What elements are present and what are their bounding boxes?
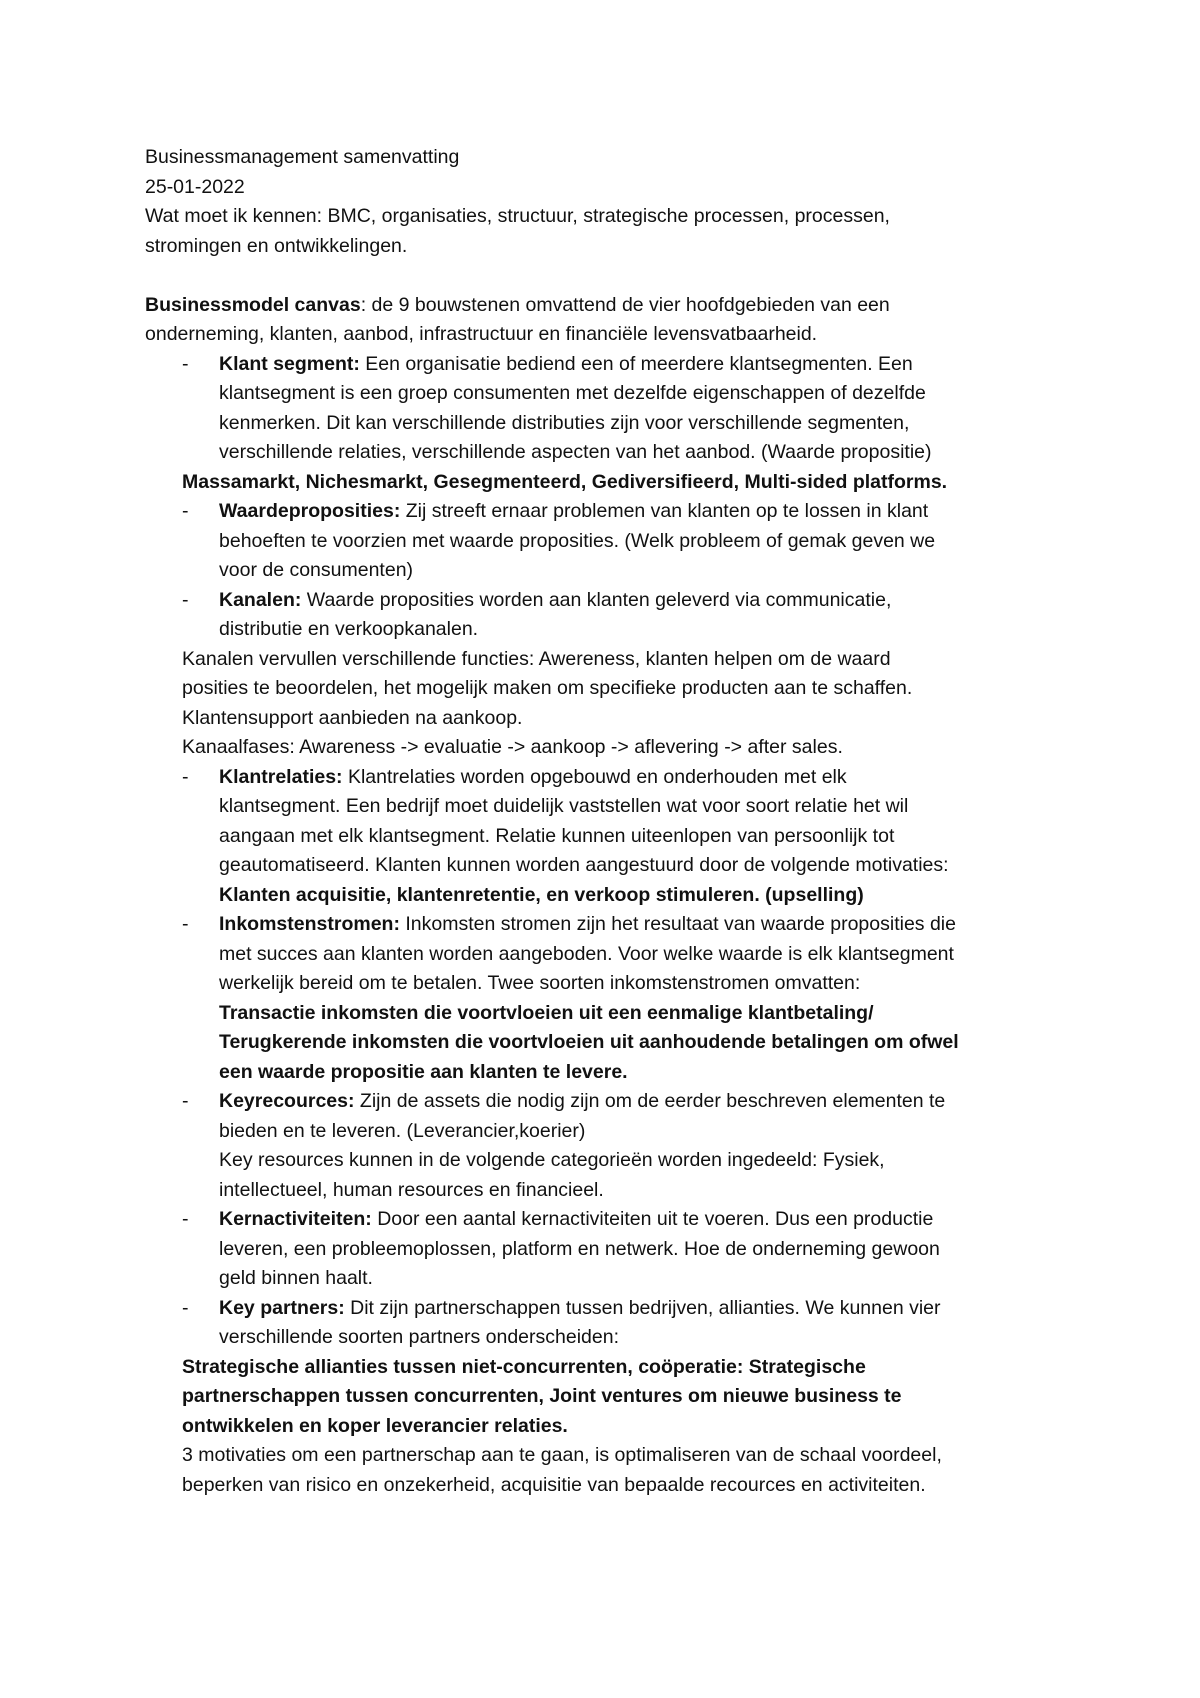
kanaalfases: Kanaalfases: Awareness -> evaluatie -> aankoop -> aflevering -> after sales.: [182, 736, 843, 758]
bullet-label: Klant segment:: [219, 352, 360, 375]
bullet-waardeproposities: - Waardeproposities: Zij streeft ernaar problemen van klanten op te lossen in klant behoeften te voorzien met waarde proposities. (Welk probleem of gemak geven we voor de consumenten): [145, 497, 1065, 586]
bullet-dash: -: [182, 1296, 189, 1319]
kanalen-functies: Kanalen vervullen verschillende functies: Awereness, klanten helpen om de waard: [182, 647, 891, 670]
bullet-label: Waardeproposities:: [219, 500, 401, 522]
blank-line: [145, 261, 1065, 291]
partner-motivaties: 3 motivaties om een partnerschap aan te gaan, is optimaliseren van de schaal voordeel,: [182, 1444, 942, 1466]
bullet-klant-segment: - Klant segment: Een organisatie bediend een of meerdere klantsegmenten. Een klantsegment is een groep consumenten met dezelfde eigenschappen of dezelfde kenmerken. Dit kan verschillende distributies zijn voor verschillende segmenten, verschillende relaties, verschillende aspecten van het aanbod. (Waarde propositie): [145, 350, 1065, 468]
bmc-definition: Businessmodel canvas: de 9 bouwstenen omvattend de vier hoofdgebieden van een: [145, 293, 890, 316]
partner-types: Strategische allianties tussen niet-concurrenten, coöperatie: Strategische: [182, 1355, 866, 1378]
bmc-definition-cont: onderneming, klanten, aanbod, infrastructuur en financiële levensvatbaarheid.: [145, 323, 818, 345]
bullet-label: Key partners:: [219, 1296, 345, 1319]
intro-line-2: stromingen en ontwikkelingen.: [145, 234, 408, 257]
bullet-label: Inkomstenstromen:: [219, 913, 400, 935]
bullet-dash: -: [182, 500, 189, 522]
bullet-label: Klantrelaties:: [219, 765, 343, 788]
bullet-inkomstenstromen: - Inkomstenstromen: Inkomsten stromen zijn het resultaat van waarde proposities die met succes aan klanten worden aangeboden. Voor welke waarde is elk klantsegment werkelijk bereid om te betalen. Twee soorten inkomstenstromen omvatten: Transactie inkomsten die voortvloeien uit een eenmalige klantbetaling/ Terugkerende inkomsten die voortvloeien uit aanhoudende betalingen om ofwel een waarde propositie aan klanten te levere.: [145, 910, 1065, 1087]
bullet-dash: -: [182, 588, 189, 611]
bullet-keyrecources: - Keyrecources: Zijn de assets die nodig zijn om de eerder beschreven elementen te bieden en te leveren. (Leverancier,koerier) Key resources kunnen in de volgende categorieën worden ingedeeld: Fysiek, intellectueel, human resources en financieel.: [145, 1087, 1065, 1205]
bullet-dash: -: [182, 352, 189, 375]
bullet-dash: -: [182, 765, 189, 788]
bullet-klantrelaties: - Klantrelaties: Klantrelaties worden opgebouwd en onderhouden met elk klantsegment. Een bedrijf moet duidelijk vaststellen wat voor soort relatie het wil aangaan met elk klantsegment. Relatie kunnen uiteenlopen van persoonlijk tot geautomatiseerd. Klanten kunnen worden aangestuurd door de volgende motivaties: Klanten acquisitie, klantenretentie, en verkoop stimuleren. (upselling): [145, 763, 1065, 911]
bullet-label: Keyrecources:: [219, 1090, 355, 1112]
document-date: 25-01-2022: [145, 175, 245, 198]
bullet-key-partners: - Key partners: Dit zijn partnerschappen tussen bedrijven, allianties. We kunnen vier verschillende soorten partners onderscheiden:: [145, 1294, 1065, 1353]
bullet-dash: -: [182, 913, 189, 935]
bmc-term: Businessmodel canvas: [145, 293, 361, 316]
document-title: Businessmanagement samenvatting: [145, 146, 460, 168]
bullet-kernactiviteiten: - Kernactiviteiten: Door een aantal kernactiviteiten uit te voeren. Dus een productie leveren, een probleemoplossen, platform en netwerk. Hoe de onderneming gewoon geld binnen haalt.: [145, 1205, 1065, 1294]
bullet-label: Kernactiviteiten:: [219, 1208, 372, 1230]
segment-types: Massamarkt, Nichesmarkt, Gesegmenteerd, Gediversifieerd, Multi-sided platforms.: [182, 470, 948, 493]
intro-line-1: Wat moet ik kennen: BMC, organisaties, structuur, strategische processen, processen,: [145, 205, 890, 227]
document-body: Businessmanagement samenvatting 25-01-2022 Wat moet ik kennen: BMC, organisaties, structuur, strategische processen, processen, stromingen en ontwikkelingen. Businessmodel canvas: de 9 bouwstenen omvattend de vier hoofdgebieden van een onderneming, klanten, aanbod, infrastructuur en financiële levensvatbaarheid. - Klant segment: Een organisatie bediend een of meerdere klantsegmenten. Een klantsegment is een groep consumenten met dezelfde eigenschappen of dezelfde kenmerken. Dit kan verschillende distributies zijn voor verschillende segmenten, verschillende relaties, verschillende aspecten van het aanbod. (Waarde propositie) Massamarkt, Nichesmarkt, Gesegmenteerd, Gediversifieerd, Multi-sided platforms. - Waardeproposities: Zij streeft ernaar problemen van klanten op te lossen in klant behoeften te voorzien met waarde proposities. (Welk probleem of gemak geven we voor de consumenten) - Kanalen: Waarde proposities worden aan klanten geleverd via communicatie, distributie en verkoopkanalen. Kanalen vervullen verschillende functies: Awereness, klanten helpen om de waard posities te beoordelen, het mogelijk maken om specifieke producten aan te schaffen. Klantensupport aanbieden na aankoop. Kanaalfases: Awareness -> evaluatie -> aankoop -> aflevering -> after sales. - Klantrelaties: Klantrelaties worden opgebouwd en onderhouden met elk klantsegment. Een bedrijf moet duidelijk vaststellen wat voor soort relatie het wil aangaan met elk klantsegment. Relatie kunnen uiteenlopen van persoonlijk tot geautomatiseerd. Klanten kunnen worden aangestuurd door de volgende motivaties: Klanten acquisitie, klantenretentie, en verkoop stimuleren. (upselling) - Inkomstenstromen: Inkomsten stromen zijn het resultaat van waarde proposities die met succes aan klanten worden aangeboden. Voor welke waarde is elk klantsegment werkelijk bereid om te betalen. Twee soorten inkomstenstromen omvatten: Transactie inkomsten die voortvloeien uit een eenmalige klantbetaling/ Terugkerende inkomsten die voortvloeien uit aanhoudende betalingen om ofwel een waarde propositie aan klanten te levere. - Keyrecources: Zijn de assets die nodig zijn om de eerder beschreven elementen te bieden en te leveren. (Leverancier,koerier) Key resources kunnen in de volgende categorieën worden ingedeeld: Fysiek, intellectueel, human resources en financieel. - Kernactiviteiten: Door een aantal kernactiviteiten uit te voeren. Dus een productie leveren, een probleemoplossen, platform en netwerk. Hoe de onderneming gewoon geld binnen haalt. - Key partners: Dit zijn partnerschappen tussen bedrijven, allianties. We kunnen vier verschillende soorten partners onderscheiden: Strategische allianties tussen niet-concurrenten, coöperatie: Strategische partnerschappen tussen concurrenten, Joint ventures om nieuwe business te ontwikkelen en koper leverancier relaties. 3 motivaties om een partnerschap aan te gaan, is optimaliseren van de schaal voordeel, beperken van risico en onzekerheid, acquisitie van bepaalde recources en activiteiten.: [145, 143, 1065, 1500]
bullet-dash: -: [182, 1208, 189, 1230]
bullet-label: Kanalen:: [219, 588, 302, 611]
bullet-dash: -: [182, 1090, 189, 1112]
bullet-kanalen: - Kanalen: Waarde proposities worden aan klanten geleverd via communicatie, distributie en verkoopkanalen.: [145, 586, 1065, 645]
